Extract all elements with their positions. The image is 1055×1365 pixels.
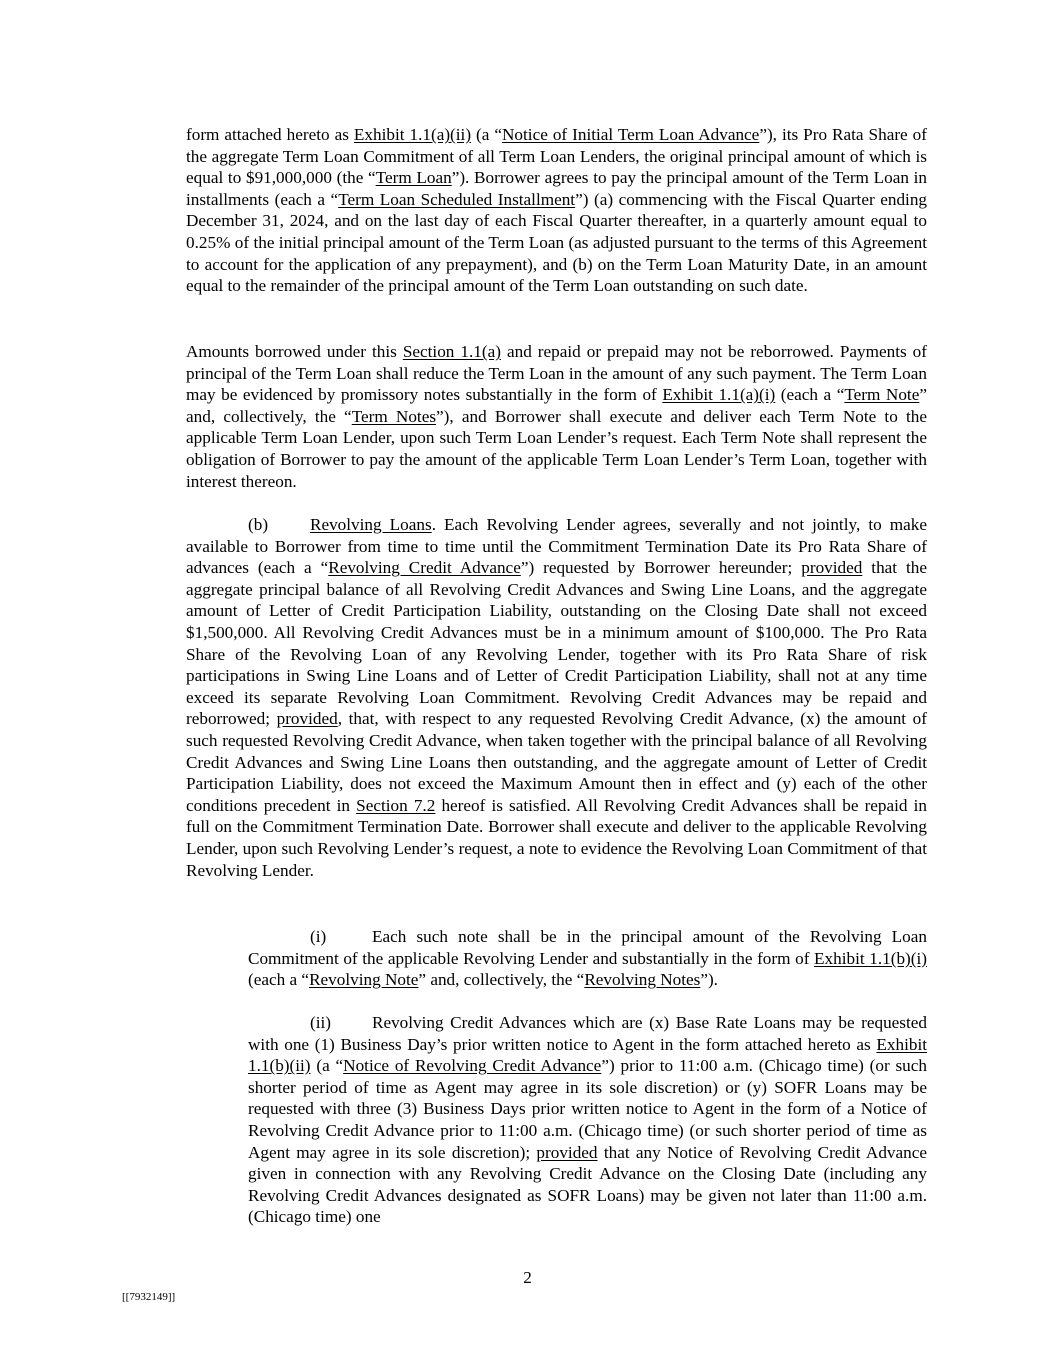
text: hereof is satisfied. All Revolving Credit Advances shall be repaid in full on the Commitment Termination Date. Borrower shall execute and deliver to the applicable Revolving Lender, upon such Revolving Lender’s request, a note to evidence the Revolving Loan Commitment of that Revolving Lender. [186,795,928,880]
defined-term: Notice of Revolving Credit Advance [343,1056,602,1076]
text: ”) requested by Borrower hereunder; [520,558,802,578]
text: ”), its Pro Rata Share of the aggregate Term Loan Commitment of all Term Loan Lenders, the original principal amount of which is equal to $91,000,000 (the “ [186,125,927,188]
defined-term: Notice of Initial Term Loan Advance [502,125,760,144]
section-reference: Section 7.2 [356,795,436,815]
section-heading: Revolving Loans [310,515,432,534]
text: that the aggregate principal balance of all Revolving Credit Advances and Swing Line Loans, and the aggregate amount of Letter of Credit Participation Liability, outstanding on the Closing Date shall not exceed $1,500,000. All Revolving Credit Advances must be in a minimum amount of $100,000. The Pro Rata Share of the Revolving Loan of any Revolving Lender, together with its Pro Rata Share of risk participations in Swing Line Loans and of Letter of Credit Participation Liability, shall not at any time exceed its separate Revolving Loan Commitment. Revolving Credit Advances may be repaid and reborrowed; [186,558,927,729]
text: and repaid or prepaid may not be reborrowed. Payments of principal of the Term Loan shall reduce the Term Loan in the amount of any such payment. The Term Loan may be evidenced by promissory notes substantially in the form of [186,342,927,405]
paragraph-term-loan-repayment [186,341,927,492]
exhibit-reference: Exhibit 1.1(a)(ii) [353,125,472,144]
text: form attached hereto as [186,125,354,144]
text: Each such note shall be in the principal amount of the Revolving Loan Commitment of the applicable Revolving Lender and substantially in the form of [248,927,927,968]
exhibit-reference: Exhibit 1.1(a)(i) [662,385,776,405]
defined-term: Revolving Credit Advance [328,558,521,578]
text: . Each Revolving Lender agrees, severally and not jointly, to make available to Borrower from time to time until the Commitment Termination Date its Pro Rata Share of advances (each a “ [186,515,927,578]
paragraph-revolving-loans [186,514,927,881]
text: ”). [700,970,718,990]
text: Amounts borrowed under this [186,342,403,361]
proviso-term: provided [801,558,863,578]
text: ” and, collectively, the “ [186,385,927,426]
document-id: [[7932149]] [122,1291,176,1303]
text: (each a “ [775,385,845,405]
defined-term: Term Loan [375,168,452,188]
text: , that, with respect to any requested Revolving Credit Advance, (x) the amount of such requested Revolving Credit Advance, when taken together with the principal balance of all Revolving Credit Advances and Swing Line Loans then outstanding, and the aggregate amount of Letter of Credit Participation Liability, does not exceed the Maximum Amount then in effect and (y) each of the other conditions precedent in [186,709,927,815]
defined-term: Term Notes [351,406,437,426]
paragraph-subclause-i [248,926,927,991]
text: ” and, collectively, the “ [418,970,585,990]
text: ”), and Borrower shall execute and deliver each Term Note to the applicable Term Loan Lender, upon such Term Loan Lender’s request. Each Term Note shall represent the obligation of Borrower to pay the amount of the applicable Term Loan Lender’s Term Loan, together with interest thereon. [186,406,927,491]
text: ”). Borrower agrees to pay the principal amount of the Term Loan in installments (each a “ [186,168,927,209]
proviso-term: provided [536,1142,598,1162]
defined-term: Term Note [844,385,920,405]
section-reference: Section 1.1(a) [402,342,501,361]
exhibit-reference: Exhibit 1.1(b)(i) [814,948,927,968]
defined-term: Revolving Note [309,970,419,990]
paragraph-subclause-ii [248,1012,927,1228]
text: ”) (a) commencing with the Fiscal Quarter ending December 31, 2024, and on the last day of each Fiscal Quarter thereafter, in a quarterly amount equal to 0.25% of the initial principal amount of the Term Loan (as adjusted pursuant to the terms of this Agreement to account for the application of any prepayment), and (b) on the Term Loan Maturity Date, in an amount equal to the remainder of the principal amount of the Term Loan outstanding on such date. [186,189,928,296]
clause-marker: (ii) [310,1013,331,1032]
text: Revolving Credit Advances which are (x) Base Rate Loans may be requested with one (1) Business Day’s prior written notice to Agent in the form attached hereto as [248,1013,927,1054]
text: ”) prior to 11:00 a.m. (Chicago time) (or such shorter period of time as Agent may agree in its sole discretion) or (y) SOFR Loans may be requested with three (3) Business Days prior written notice to Agent in the form of a Notice of Revolving Credit Advance prior to 11:00 a.m. (Chicago time) (or such shorter period of time as Agent may agree in its sole discretion); [248,1056,927,1162]
exhibit-reference: Exhibit 1.1(b)(ii) [248,1034,927,1076]
text: that any Notice of Revolving Credit Advance given in connection with any Revolving Credit Advance on the Closing Date (including any Revolving Credit Advances designated as SOFR Loans) may be given not later than 11:00 a.m. (Chicago time) one [248,1142,927,1227]
text: (a “ [471,125,503,144]
defined-term: Revolving Notes [584,970,701,990]
defined-term: Term Loan Scheduled Installment [338,189,576,209]
paragraph-term-loan-continued [186,124,927,297]
proviso-term: provided [276,709,338,729]
text: (a “ [310,1056,344,1076]
text: (each a “ [248,970,310,990]
clause-marker: (i) [310,927,327,946]
clause-marker: (b) [248,515,269,534]
page-number: 2 [523,1268,532,1287]
